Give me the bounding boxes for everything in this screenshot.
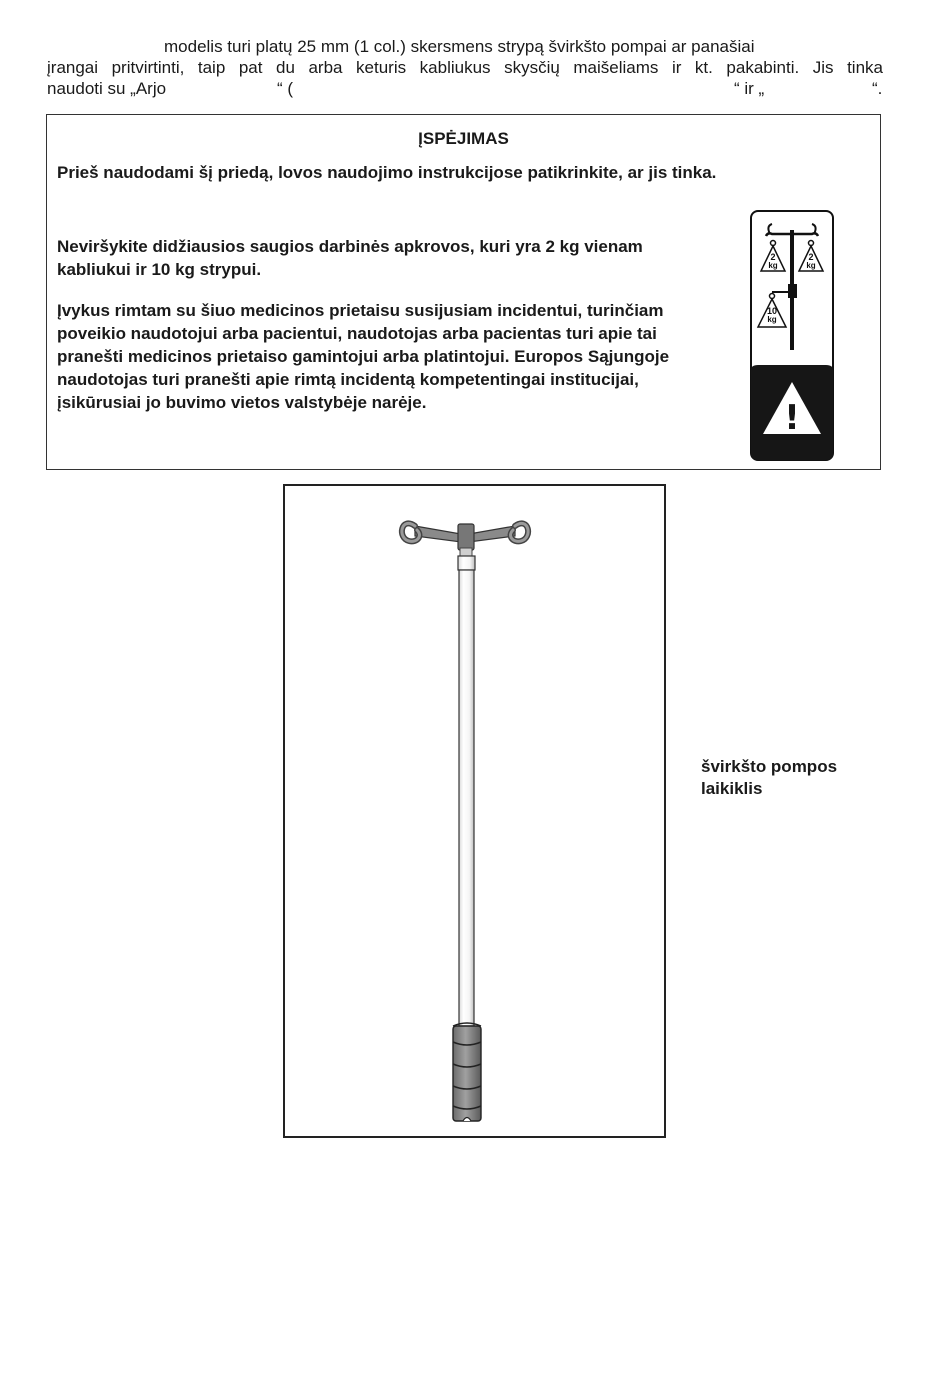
intro-seg-2: “ ( <box>277 79 294 98</box>
hook-load-left-value: 2 <box>770 252 776 262</box>
intro-text <box>47 36 883 99</box>
warning-title: ĮSPĖJIMAS <box>418 129 509 148</box>
hook-load-right-value: 2 <box>808 252 814 262</box>
hook-load-left-unit: kg <box>768 261 778 270</box>
syringe-pump-holder-illustration <box>285 486 664 1136</box>
intro-seg-3: “ ir „ <box>734 79 765 98</box>
product-figure-frame <box>283 484 666 1138</box>
warning-paragraph-compatibility: Prieš naudodami šį priedą, lovos naudojimo instrukcijose patikrinkite, ar jis tinka. <box>57 163 717 182</box>
intro-line-1: modelis turi platų 25 mm (1 col.) skersmens strypą švirkšto pompai ar panašiai <box>164 37 755 56</box>
intro-seg-1: naudoti su „Arjo <box>47 79 167 98</box>
figure-caption: švirkšto pompos laikiklis <box>701 757 838 798</box>
intro-seg-4: “. <box>872 79 883 98</box>
safe-load-label-icon <box>750 210 834 461</box>
warning-triangle-icon: ! <box>784 398 800 438</box>
warning-paragraph-load: Neviršykite didžiausios saugios darbinės apkrovos, kuri yra 2 kg vienam kabliukui ir 10 kg strypui. <box>57 237 643 279</box>
intro-line-3 <box>47 78 883 99</box>
hook-load-right-unit: kg <box>806 261 816 270</box>
warning-paragraph-incident: Įvykus rimtam su šiuo medicinos prietaisu susijusiam incidentui, turinčiam poveikio naudotojui arba pacientui, naudotojas arba pacientas turi apie tai pranešti medicinos prietaiso gamintojui arba platintojui. Europos Sąjungoje naudotojas turi pranešti apie rimtą incidentą kompetentingai institucijai, įsikūrusiai jo buvimo vietos valstybėje narėje. <box>57 301 670 412</box>
pole-load-unit: kg <box>767 315 777 324</box>
intro-line-2: įrangai pritvirtinti, taip pat du arba keturis kabliukus skysčių maišeliams ir kt. pakabinti. Jis tinka <box>47 58 883 77</box>
pole-load-value: 10 <box>766 306 778 316</box>
